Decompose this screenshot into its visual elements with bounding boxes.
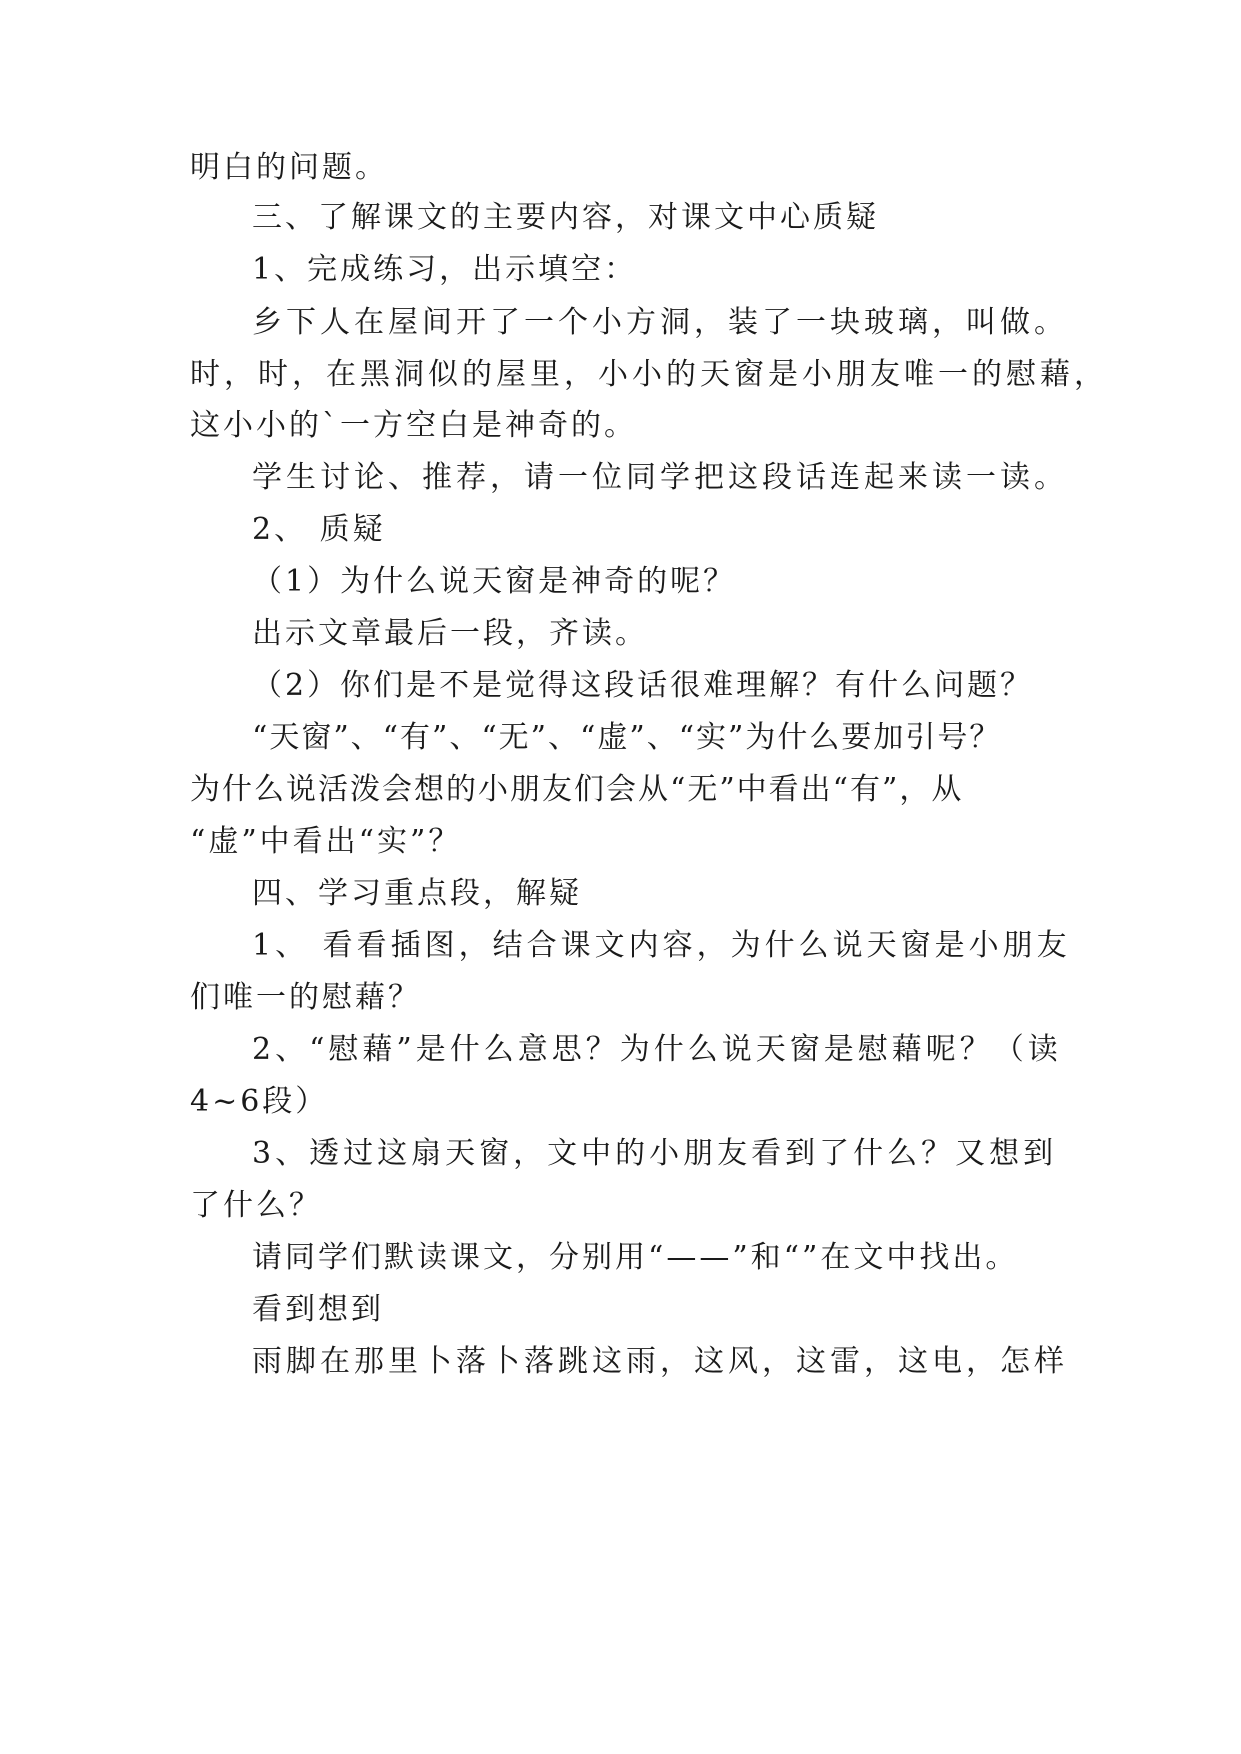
text-line-11: （2）你们是不是觉得这段话很难理解？有什么问题？ bbox=[252, 668, 1034, 703]
text-line-9: （1）为什么说天窗是神奇的呢？ bbox=[252, 564, 737, 599]
text-line-5: 时，时，在黑洞似的屋里，小小的天窗是小朋友唯一的慰藉， bbox=[190, 357, 1108, 392]
text-line-10: 出示文章最后一段，齐读。 bbox=[252, 616, 648, 651]
text-line-17: 们唯一的慰藉？ bbox=[190, 980, 421, 1015]
text-line-21: 了什么？ bbox=[190, 1188, 322, 1223]
text-line-19: 4~6段） bbox=[190, 1084, 329, 1119]
text-line-7: 学生讨论、推荐，请一位同学把这段话连起来读一读。 bbox=[252, 460, 1068, 495]
text-line-6: 这小小的`一方空白是神奇的。 bbox=[190, 408, 637, 443]
text-line-4: 乡下人在屋间开了一个小方洞，装了一块玻璃，叫做。 bbox=[252, 305, 1068, 340]
text-line-12: “天窗”、“有”、“无”、“虚”、“实”为什么要加引号？ bbox=[252, 720, 1002, 755]
text-line-18: 2、“慰藉”是什么意思？为什么说天窗是慰藉呢？（读 bbox=[252, 1032, 1062, 1067]
text-line-13: 为什么说活泼会想的小朋友们会从“无”中看出“有”，从 bbox=[190, 772, 964, 807]
text-line-8: 2、 质疑 bbox=[252, 512, 386, 547]
text-line-2: 三、了解课文的主要内容，对课文中心质疑 bbox=[252, 200, 879, 235]
text-line-24: 雨脚在那里卜落卜落跳这雨，这风，这雷，这电，怎样 bbox=[252, 1344, 1068, 1379]
text-line-23: 看到想到 bbox=[252, 1292, 384, 1327]
text-line-20: 3、透过这扇天窗，文中的小朋友看到了什么？又想到 bbox=[252, 1136, 1058, 1171]
text-line-16: 1、 看看插图，结合课文内容，为什么说天窗是小朋友 bbox=[252, 928, 1071, 963]
text-line-15: 四、学习重点段，解疑 bbox=[252, 876, 582, 911]
text-line-22: 请同学们默读课文，分别用“——”和“”在文中找出。 bbox=[252, 1240, 1019, 1275]
text-line-1: 明白的问题。 bbox=[190, 150, 388, 185]
text-line-3: 1、完成练习，出示填空： bbox=[252, 252, 638, 287]
text-line-14: “虚”中看出“实”？ bbox=[190, 824, 462, 859]
